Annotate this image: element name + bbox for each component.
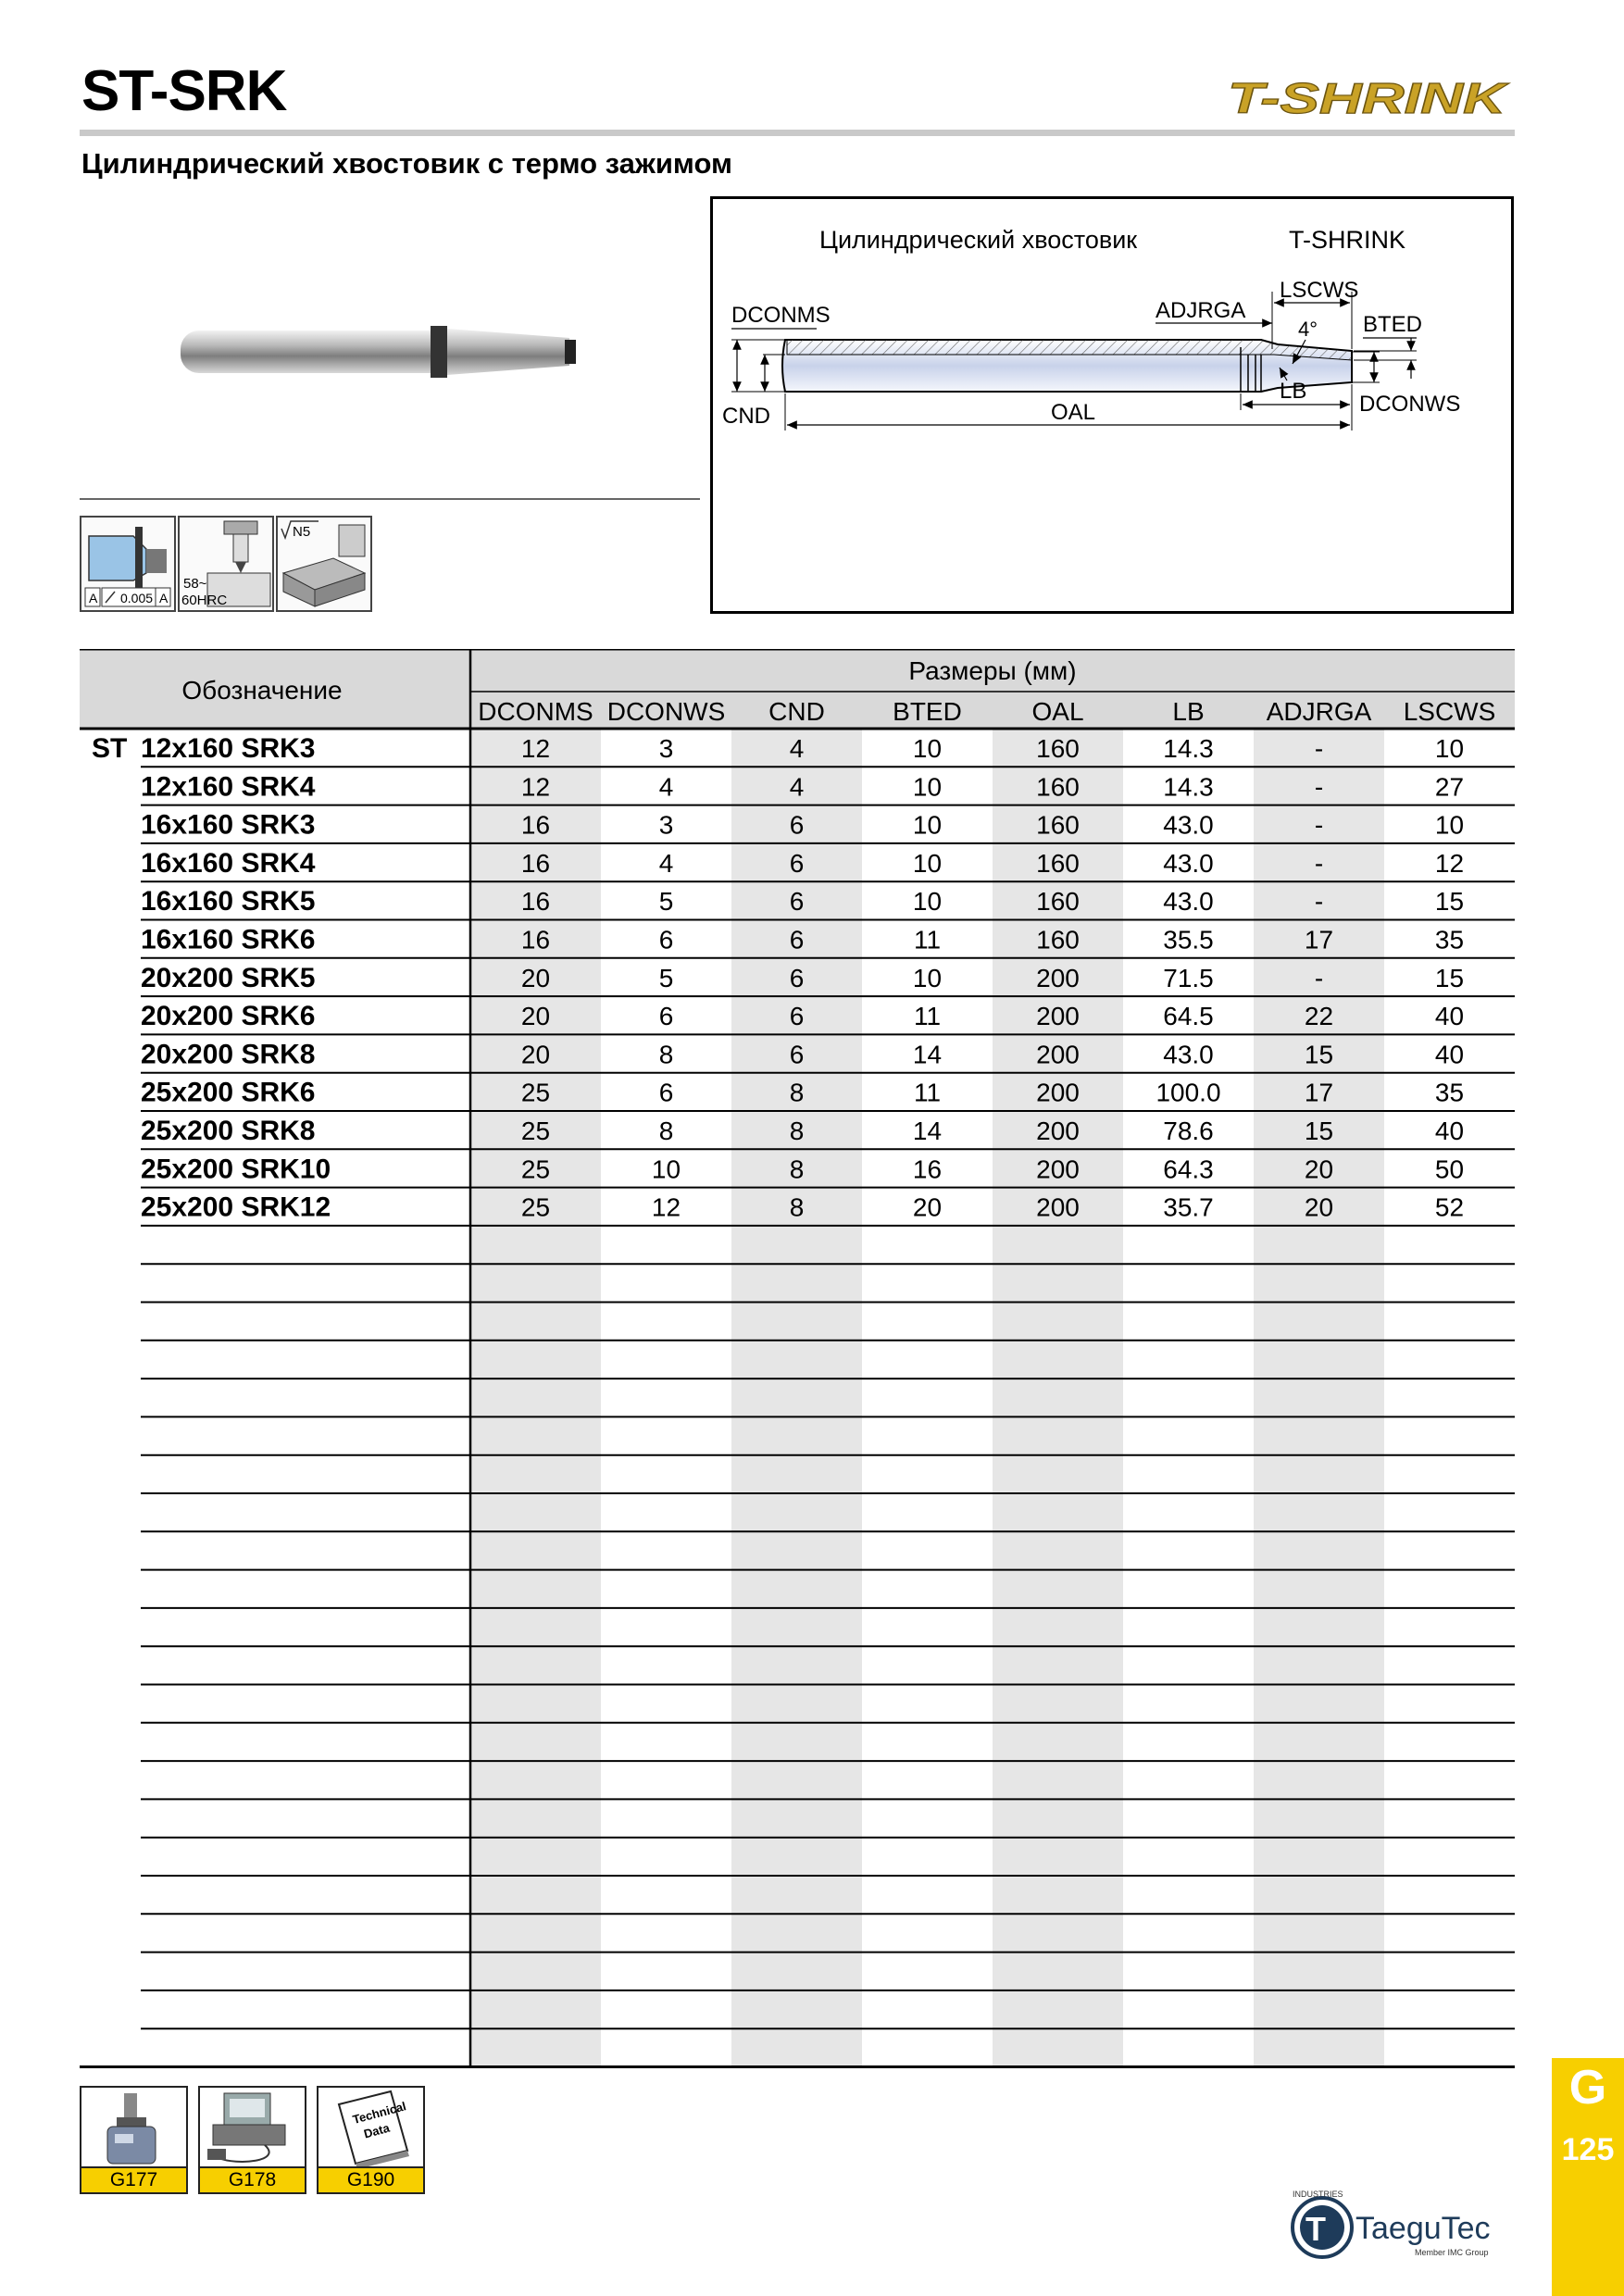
column-header: DCONMS: [478, 697, 593, 726]
dimensions-table: [80, 649, 1515, 2069]
designation-header: Обозначение: [181, 676, 343, 705]
value-cell: 43.0: [1163, 848, 1214, 878]
value-cell: 35: [1434, 1078, 1465, 1107]
dim-lb: LB: [1280, 379, 1307, 404]
value-cell: 200: [1036, 1078, 1080, 1107]
value-cell: 35.5: [1163, 925, 1214, 955]
ref-page-label: G177: [81, 2166, 186, 2192]
value-cell: 20: [520, 963, 551, 992]
value-cell: 10: [912, 810, 943, 840]
technical-data-book-icon: [319, 2088, 423, 2167]
value-cell: 200: [1036, 1192, 1080, 1222]
value-cell: 17: [1304, 1078, 1334, 1107]
dim-adjrga: ADJRGA: [1156, 298, 1246, 323]
value-cell: 160: [1036, 734, 1080, 763]
value-cell: 8: [658, 1040, 674, 1069]
value-cell: 5: [658, 887, 674, 917]
value-cell: 8: [658, 1117, 674, 1145]
value-cell: 14.3: [1163, 734, 1214, 763]
value-cell: 50: [1434, 1154, 1465, 1184]
value-cell: 35: [1434, 925, 1465, 955]
value-cell: 8: [789, 1078, 805, 1107]
value-cell: 6: [789, 810, 805, 840]
designation-cell: 25x200 SRK12: [141, 1192, 331, 1223]
dim-dconms: DCONMS: [731, 303, 831, 328]
value-cell: 10: [1434, 810, 1465, 840]
value-cell: 8: [789, 1192, 805, 1222]
value-cell: 40: [1434, 1002, 1465, 1031]
value-cell: 200: [1036, 1002, 1080, 1031]
value-cell: 160: [1036, 925, 1080, 955]
value-cell: 20: [1304, 1192, 1334, 1222]
section-tab: [1552, 2058, 1624, 2296]
value-cell: 10: [1434, 734, 1465, 763]
svg-text:58~: 58~: [183, 576, 207, 592]
svg-text:N5: N5: [293, 524, 311, 540]
column-header: DCONWS: [606, 697, 726, 726]
value-cell: -: [1314, 848, 1324, 878]
dim-lscws: LSCWS: [1280, 278, 1359, 303]
series-prefix: ST: [92, 733, 128, 764]
value-cell: 3: [658, 734, 674, 763]
value-cell: 25: [520, 1078, 551, 1107]
dim-bted: BTED: [1363, 312, 1423, 337]
value-cell: 4: [789, 734, 805, 763]
value-cell: 10: [912, 772, 943, 802]
value-cell: 14: [912, 1117, 943, 1145]
value-cell: -: [1314, 887, 1324, 917]
svg-text:60HRC: 60HRC: [181, 593, 228, 608]
value-cell: 12: [651, 1192, 681, 1222]
designation-cell: 25x200 SRK10: [141, 1154, 331, 1185]
value-cell: 15: [1434, 963, 1465, 992]
column-header: OAL: [1031, 697, 1084, 726]
value-cell: 43.0: [1163, 810, 1214, 840]
svg-text:A: A: [159, 591, 169, 605]
designation-cell: 25x200 SRK8: [141, 1116, 316, 1146]
dim-oal: OAL: [1051, 400, 1096, 425]
value-cell: 4: [658, 772, 674, 802]
value-cell: 14.3: [1163, 772, 1214, 802]
value-cell: 12: [1434, 848, 1465, 878]
dim-angle: 4°: [1298, 318, 1318, 341]
value-cell: 160: [1036, 772, 1080, 802]
value-cell: 64.3: [1163, 1154, 1214, 1184]
value-cell: 64.5: [1163, 1002, 1214, 1031]
value-cell: 14: [912, 1040, 943, 1069]
ref-presetter[interactable]: [198, 2086, 306, 2194]
value-cell: 25: [520, 1192, 551, 1222]
value-cell: 22: [1304, 1002, 1334, 1031]
section-letter: G: [1568, 2061, 1607, 2115]
value-cell: 52: [1434, 1192, 1465, 1222]
product-photo: [171, 301, 606, 403]
value-cell: 16: [520, 887, 551, 917]
svg-text:Data: Data: [362, 2120, 392, 2141]
title-rule: [80, 130, 1515, 136]
column-header: LSCWS: [1403, 697, 1496, 726]
taegutec-logo: [1287, 2187, 1518, 2261]
value-cell: 200: [1036, 1117, 1080, 1145]
value-cell: 6: [789, 925, 805, 955]
value-cell: 16: [520, 848, 551, 878]
value-cell: 40: [1434, 1040, 1465, 1069]
ref-shrink-machine[interactable]: [80, 2086, 188, 2194]
value-cell: 10: [651, 1154, 681, 1184]
value-cell: 15: [1304, 1117, 1334, 1145]
designation-cell: 16x160 SRK4: [141, 847, 316, 879]
ref-page-label: G190: [319, 2166, 423, 2192]
designation-cell: 12x160 SRK4: [141, 771, 316, 803]
designation-cell: 20x200 SRK8: [141, 1039, 316, 1070]
designation-cell: 20x200 SRK5: [141, 962, 316, 993]
value-cell: 6: [658, 925, 674, 955]
dim-cnd: CND: [722, 404, 770, 429]
presetter-icon: [200, 2088, 305, 2167]
value-cell: 12: [520, 772, 551, 802]
value-cell: 10: [912, 848, 943, 878]
value-cell: 6: [658, 1002, 674, 1031]
value-cell: 10: [912, 963, 943, 992]
value-cell: -: [1314, 772, 1324, 802]
t-shrink-logo: [1220, 74, 1517, 120]
value-cell: 16: [520, 810, 551, 840]
value-cell: 6: [789, 963, 805, 992]
value-cell: 43.0: [1163, 1040, 1214, 1069]
value-cell: 200: [1036, 963, 1080, 992]
ref-page-label: G178: [200, 2166, 305, 2192]
value-cell: 17: [1304, 925, 1334, 955]
value-cell: -: [1314, 734, 1324, 763]
value-cell: 25: [520, 1154, 551, 1184]
value-cell: 16: [912, 1154, 943, 1184]
value-cell: 5: [658, 963, 674, 992]
ref-technical-data[interactable]: [317, 2086, 425, 2194]
logo-subtext: Member IMC Group: [1415, 2248, 1489, 2257]
value-cell: 6: [789, 848, 805, 878]
hardness-icon: [178, 516, 274, 612]
value-cell: 160: [1036, 887, 1080, 917]
column-header: ADJRGA: [1266, 697, 1372, 726]
surface-roughness-icon: [276, 516, 372, 612]
value-cell: 20: [1304, 1154, 1334, 1184]
value-cell: 11: [913, 1002, 942, 1031]
svg-text:A: A: [89, 591, 98, 605]
value-cell: 20: [520, 1040, 551, 1069]
value-cell: 200: [1036, 1154, 1080, 1184]
svg-text:Technical: Technical: [351, 2099, 408, 2128]
column-header: LB: [1172, 697, 1205, 726]
value-cell: 43.0: [1163, 887, 1214, 917]
dim-dconws: DCONWS: [1359, 392, 1461, 417]
page-title: ST-SRK: [81, 59, 287, 123]
value-cell: 20: [912, 1192, 943, 1222]
value-cell: 4: [789, 772, 805, 802]
value-cell: 200: [1036, 1040, 1080, 1069]
svg-text:0.005: 0.005: [120, 591, 154, 605]
value-cell: 6: [789, 887, 805, 917]
brand-logo-text: T-SHRINK: [1228, 74, 1509, 120]
logo-top-text: INDUSTRIES: [1293, 2190, 1343, 2199]
value-cell: 100.0: [1156, 1078, 1221, 1107]
value-cell: 25: [520, 1117, 551, 1145]
designation-cell: 16x160 SRK5: [141, 886, 316, 917]
value-cell: -: [1314, 810, 1324, 840]
dimension-diagram: [710, 196, 1514, 614]
value-cell: 78.6: [1163, 1117, 1214, 1145]
dimensions-header: Размеры (мм): [908, 656, 1077, 685]
value-cell: 16: [520, 925, 551, 955]
diagram-label-shank: Цилиндрический хвостовик: [819, 226, 1138, 254]
column-header: BTED: [893, 697, 962, 726]
value-cell: 6: [658, 1078, 674, 1107]
designation-cell: 20x200 SRK6: [141, 1001, 316, 1032]
value-cell: -: [1314, 963, 1324, 992]
logo-name: TaeguTec: [1355, 2211, 1491, 2246]
page-subtitle: Цилиндрический хвостовик с термо зажимом: [81, 147, 732, 180]
value-cell: 160: [1036, 848, 1080, 878]
svg-text:T: T: [1305, 2210, 1326, 2248]
value-cell: 12: [520, 734, 551, 763]
value-cell: 160: [1036, 810, 1080, 840]
column-header: CND: [768, 697, 825, 726]
designation-cell: 16x160 SRK3: [141, 809, 316, 841]
designation-cell: 12x160 SRK3: [141, 733, 316, 764]
value-cell: 3: [658, 810, 674, 840]
value-cell: 6: [789, 1040, 805, 1069]
designation-cell: 25x200 SRK6: [141, 1077, 316, 1108]
photo-divider: [80, 498, 700, 500]
value-cell: 27: [1434, 772, 1465, 802]
value-cell: 4: [658, 848, 674, 878]
designation-cell: 16x160 SRK6: [141, 924, 316, 955]
value-cell: 10: [912, 734, 943, 763]
value-cell: 15: [1434, 887, 1465, 917]
value-cell: 10: [912, 887, 943, 917]
value-cell: 11: [913, 925, 942, 955]
value-cell: 15: [1304, 1040, 1334, 1069]
value-cell: 8: [789, 1154, 805, 1184]
page-number: 125: [1561, 2132, 1615, 2167]
value-cell: 40: [1434, 1117, 1465, 1145]
shrink-machine-icon: [81, 2088, 186, 2167]
value-cell: 20: [520, 1002, 551, 1031]
diagram-label-tshrink: T-SHRINK: [1289, 226, 1406, 254]
value-cell: 8: [789, 1117, 805, 1145]
runout-icon: [80, 516, 176, 612]
value-cell: 6: [789, 1002, 805, 1031]
value-cell: 71.5: [1163, 963, 1214, 992]
value-cell: 11: [913, 1078, 942, 1107]
value-cell: 35.7: [1163, 1192, 1214, 1222]
